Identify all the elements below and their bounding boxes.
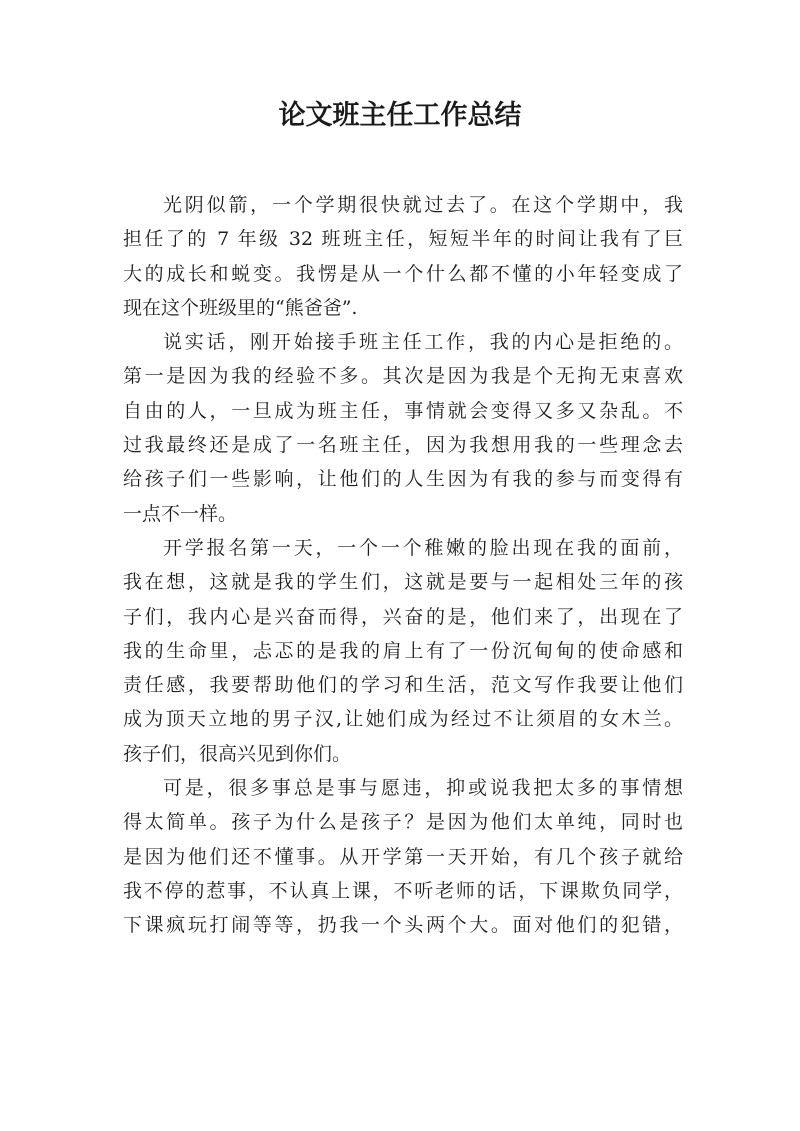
text-line: 大的成长和蜕变。我愣是从一个什么都不懂的小年轻变成了	[123, 262, 683, 285]
text-line: 我在想，这就是我的学生们，这就是要与一起相处三年的孩	[123, 571, 683, 594]
paragraph-2	[123, 325, 683, 531]
text-line: 给孩子们一些影响，让他们的人生因为有我的参与而变得有	[123, 468, 683, 491]
paragraph-1	[123, 188, 683, 325]
text-line: 责任感，我要帮助他们的学习和生活，范文写作我要让他们	[123, 674, 683, 697]
document-title: 论文班主任工作总结	[278, 100, 522, 131]
text-line: 现在这个班级里的“熊爸爸”.	[123, 296, 358, 319]
text-line: 下课疯玩打闹等等，扔我一个头两个大。面对他们的犯错，	[123, 914, 683, 937]
text-line: 成为顶天立地的男子汉,让她们成为经过不让须眉的女木兰。	[123, 708, 683, 731]
document-body	[123, 188, 683, 943]
paragraph-3	[123, 531, 683, 771]
text-line: 自由的人，一旦成为班主任，事情就会变得又多又杂乱。不	[123, 399, 683, 422]
text-line: 子们，我内心是兴奋而得，兴奋的是，他们来了，出现在了	[123, 605, 683, 628]
text-line: 孩子们，很高兴见到你们。	[123, 742, 352, 765]
text-line: 开学报名第一天，一个一个稚嫩的脸出现在我的面前，	[163, 536, 683, 559]
text-line: 我不停的惹事，不认真上课，不听老师的话，下课欺负同学，	[123, 879, 683, 902]
text-line: 一点不一样。	[123, 502, 238, 525]
text-line: 我的生命里，忐忑的是我的肩上有了一份沉甸甸的使命感和	[123, 639, 683, 662]
paragraph-4	[123, 771, 683, 942]
text-line: 担任了的 7 年级 32 班班主任，短短半年的时间让我有了巨	[123, 228, 683, 251]
text-line: 过我最终还是成了一名班主任，因为我想用我的一些理念去	[123, 434, 683, 457]
text-line: 说实话，刚开始接手班主任工作，我的内心是拒绝的。	[163, 331, 683, 354]
text-line: 可是，很多事总是事与愿违，抑或说我把太多的事情想	[163, 777, 683, 800]
text-line: 第一是因为我的经验不多。其次是因为我是个无拘无束喜欢	[123, 365, 683, 388]
text-line: 是因为他们还不懂事。从开学第一天开始，有几个孩子就给	[123, 845, 683, 868]
text-line: 得太简单。孩子为什么是孩子？是因为他们太单纯，同时也	[123, 811, 683, 834]
text-line: 光阴似箭，一个学期很快就过去了。在这个学期中，我	[163, 194, 683, 216]
